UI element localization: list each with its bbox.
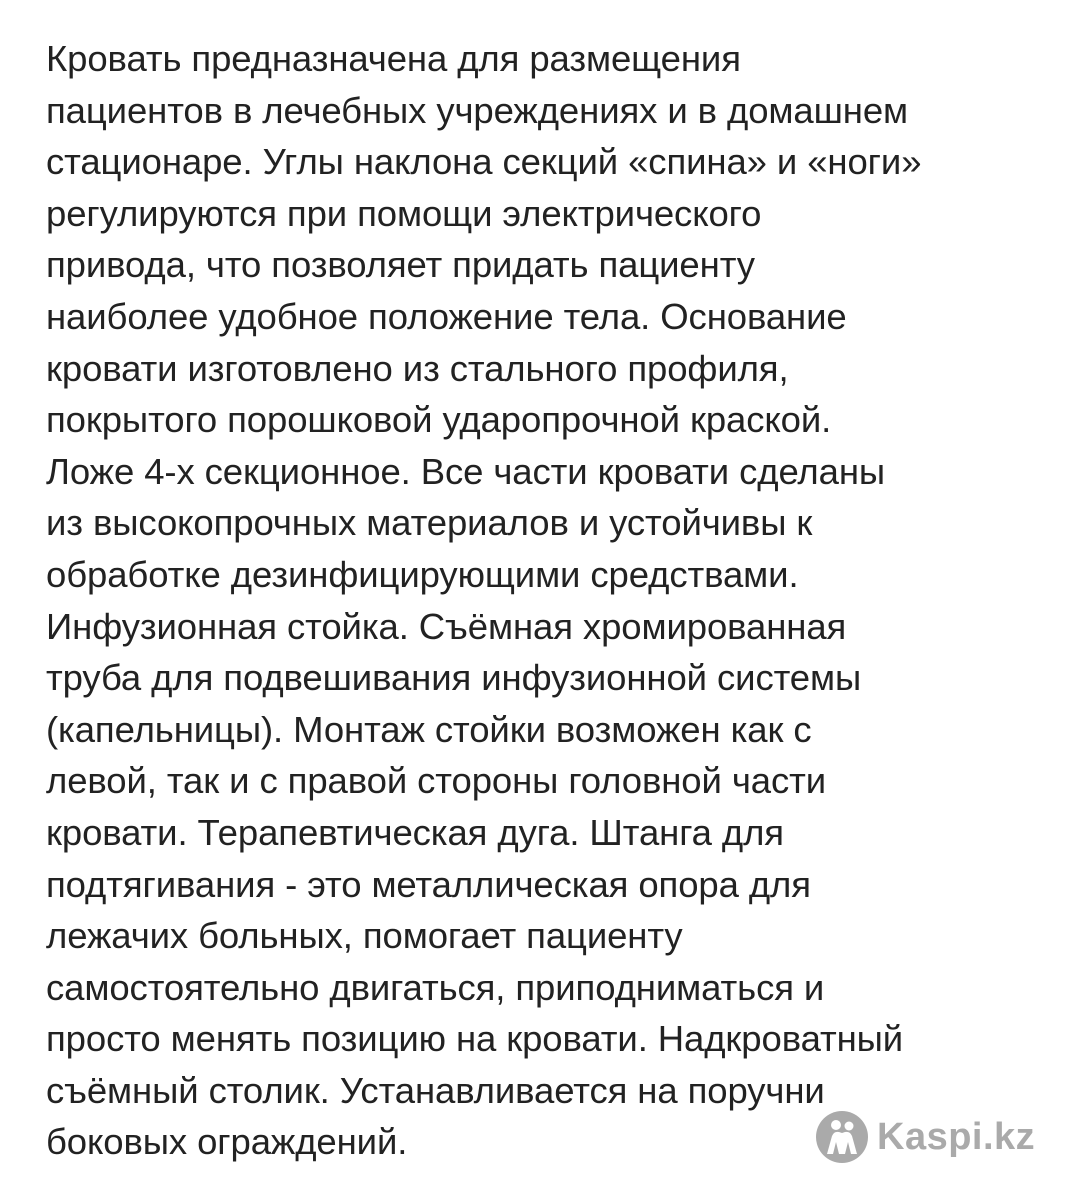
description-line-19: самостоятельно двигаться, приподниматься и	[46, 966, 825, 1008]
kaspi-logo-icon	[815, 1110, 869, 1164]
description-line-12: Инфузионная стойка. Съёмная хромированная	[46, 605, 847, 647]
description-line-8: покрытого порошковой ударопрочной краской.	[46, 399, 832, 441]
description-line-2: пациентов в лечебных учреждениях и в домашнем	[46, 89, 909, 131]
product-description	[46, 33, 1046, 1168]
description-line-14: (капельницы). Монтаж стойки возможен как с	[46, 708, 812, 750]
description-line-4: регулируются при помощи электрического	[46, 192, 762, 234]
description-line-7: кровати изготовлено из стального профиля,	[46, 347, 789, 389]
description-line-21: съёмный столик. Устанавливается на поручни	[46, 1069, 825, 1111]
description-line-5: привода, что позволяет придать пациенту	[46, 244, 755, 286]
description-line-16: кровати. Терапевтическая дуга. Штанга для	[46, 811, 784, 853]
description-line-15: левой, так и с правой стороны головной части	[46, 760, 827, 802]
description-line-18: лежачих больных, помогает пациенту	[46, 915, 683, 957]
kaspi-watermark	[815, 1110, 1035, 1164]
description-line-9: Ложе 4-х секционное. Все части кровати сделаны	[46, 450, 886, 492]
description-line-6: наиболее удобное положение тела. Основание	[46, 295, 847, 337]
description-line-11: обработке дезинфицирующими средствами.	[46, 553, 799, 595]
kaspi-watermark-text: Kaspi.kz	[877, 1115, 1036, 1158]
description-line-20: просто менять позицию на кровати. Надкроватный	[46, 1018, 904, 1060]
description-line-17: подтягивания - это металлическая опора для	[46, 863, 811, 905]
description-line-3: стационаре. Углы наклона секций «спина» и «ноги»	[46, 141, 922, 183]
description-line-10: из высокопрочных материалов и устойчивы к	[46, 502, 813, 544]
description-line-13: труба для подвешивания инфузионной системы	[46, 657, 862, 699]
description-line-1: Кровать предназначена для размещения	[46, 38, 741, 79]
description-line-22: боковых ограждений.	[46, 1121, 408, 1163]
